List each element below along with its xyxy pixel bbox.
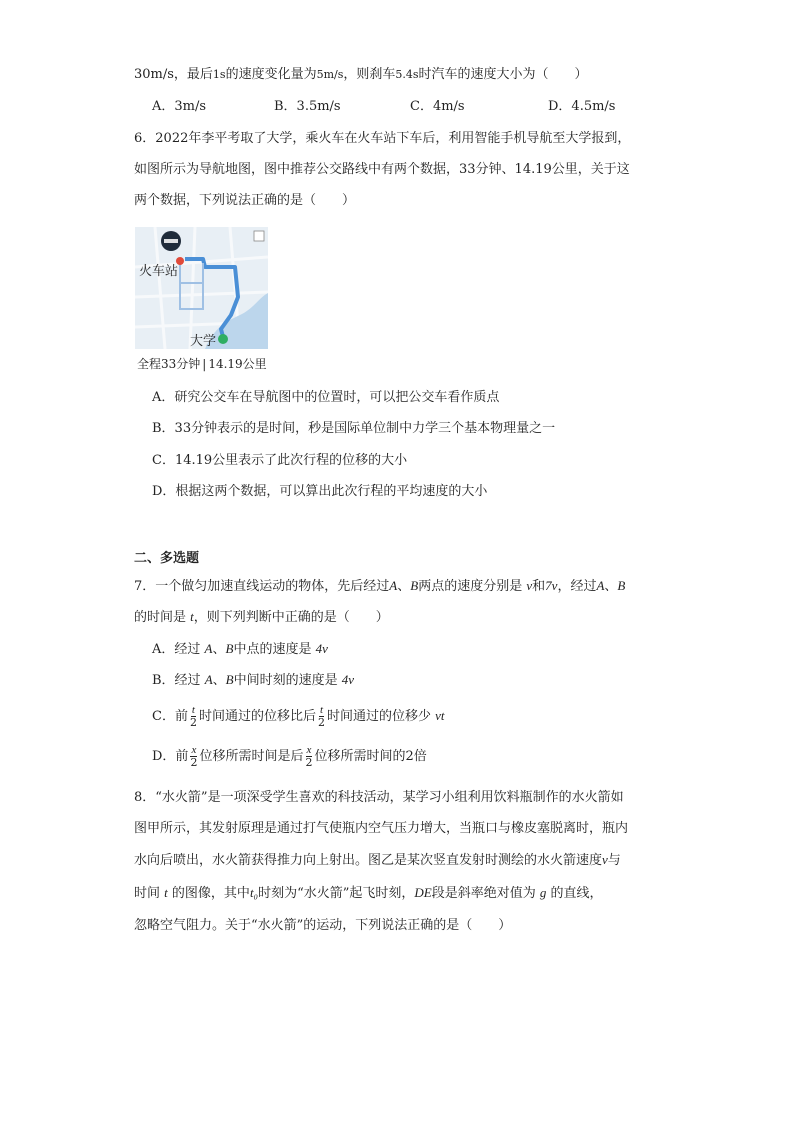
q8-stem-line-2: 图甲所示，其发射原理是通过打气使瓶内空气压力增大，当瓶口与橡皮塞脱离时，瓶内 bbox=[134, 821, 629, 836]
q8-stem-line-4: 时间 t 的图像，其中t₀时刻为“水火箭”起飞时刻，DE段是斜率绝对值为 g 的直线， bbox=[134, 885, 603, 901]
station-label: 火车站 bbox=[139, 263, 179, 278]
q6-stem-line-3: 两个数据，下列说法正确的是（ ） bbox=[134, 193, 356, 208]
q6-option-a: A．研究公交车在导航图中的位置时，可以把公交车看作质点 bbox=[152, 390, 500, 405]
caption-distance: 14.19公里 bbox=[208, 357, 267, 371]
caption-time: 全程33分钟 bbox=[137, 357, 201, 371]
q5-option-c: C．4m/s bbox=[410, 99, 465, 114]
fraction-t-over-2: $\frac{t}{2}$ bbox=[189, 704, 197, 729]
q7-stem-line-1: 7．一个做匀加速直线运动的物体，先后经过A、B两点的速度分别是 v和7v，经过A、B bbox=[134, 578, 626, 594]
q6-stem-line-2: 如图所示为导航地图，图中推荐公交路线中有两个数据，33分钟、14.19公里，关于这 bbox=[134, 162, 630, 177]
q6-stem-line-1: 6．2022年李平考取了大学，乘火车在火车站下车后，利用智能手机导航至大学报到， bbox=[134, 131, 631, 146]
map-graphic bbox=[135, 227, 268, 349]
q5-option-b: B．3.5m/s bbox=[274, 99, 341, 114]
q8-stem-line-3: 水向后喷出，水火箭获得推力向上射出。图乙是某次竖直发射时测绘的水火箭速度v与 bbox=[134, 852, 621, 868]
layers-icon bbox=[254, 231, 264, 241]
end-marker bbox=[218, 334, 228, 344]
q8-stem-line-5: 忽略空气阻力。关于“水火箭”的运动，下列说法正确的是（ ） bbox=[134, 918, 512, 933]
q8-stem-line-1: 8．“水火箭”是一项深受学生喜欢的科技活动，某学习小组利用饮料瓶制作的水火箭如 bbox=[134, 790, 624, 805]
q7-option-a: A．经过 A、B中点的速度是 4v bbox=[152, 641, 328, 657]
map-caption bbox=[137, 355, 267, 372]
q7-option-c: C．前 $\frac{t}{2}$ 时间通过的位移比后 $\frac{t}{2}$ 时间通过的位移少 vt bbox=[152, 704, 445, 729]
q6-option-d: D．根据这两个数据，可以算出此次行程的平均速度的大小 bbox=[152, 484, 488, 499]
fraction-x-over-2: $\frac{x}{2}$ bbox=[305, 744, 313, 769]
section-title: 二、多选题 bbox=[134, 551, 200, 566]
university-label: 大学 bbox=[190, 333, 217, 348]
q6-option-b: B．33分钟表示的是时间，秒是国际单位制中力学三个基本物理量之一 bbox=[152, 421, 556, 436]
q7-stem-line-2: 的时间是 t，则下列判断中正确的是（ ） bbox=[134, 609, 389, 625]
q7-option-b: B．经过 A、B中间时刻的速度是 4v bbox=[152, 672, 355, 688]
caption-separator: | bbox=[202, 357, 207, 371]
q7-option-d: D．前 $\frac{x}{2}$ 位移所需时间是后 $\frac{x}{2}$ 位移所需时间的2倍 bbox=[152, 744, 427, 769]
q5-option-a: A．3m/s bbox=[152, 99, 207, 114]
fraction-t-over-2: $\frac{t}{2}$ bbox=[317, 704, 325, 729]
q5-stem-line: 30m/s，最后1s的速度变化量为5m/s，则刹车5.4s时汽车的速度大小为（ ） bbox=[134, 67, 588, 82]
fraction-x-over-2: $\frac{x}{2}$ bbox=[190, 744, 198, 769]
q6-option-c: C．14.19公里表示了此次行程的位移的大小 bbox=[152, 453, 408, 468]
navigation-map bbox=[135, 227, 268, 349]
q5-option-d: D．4.5m/s bbox=[548, 99, 616, 114]
